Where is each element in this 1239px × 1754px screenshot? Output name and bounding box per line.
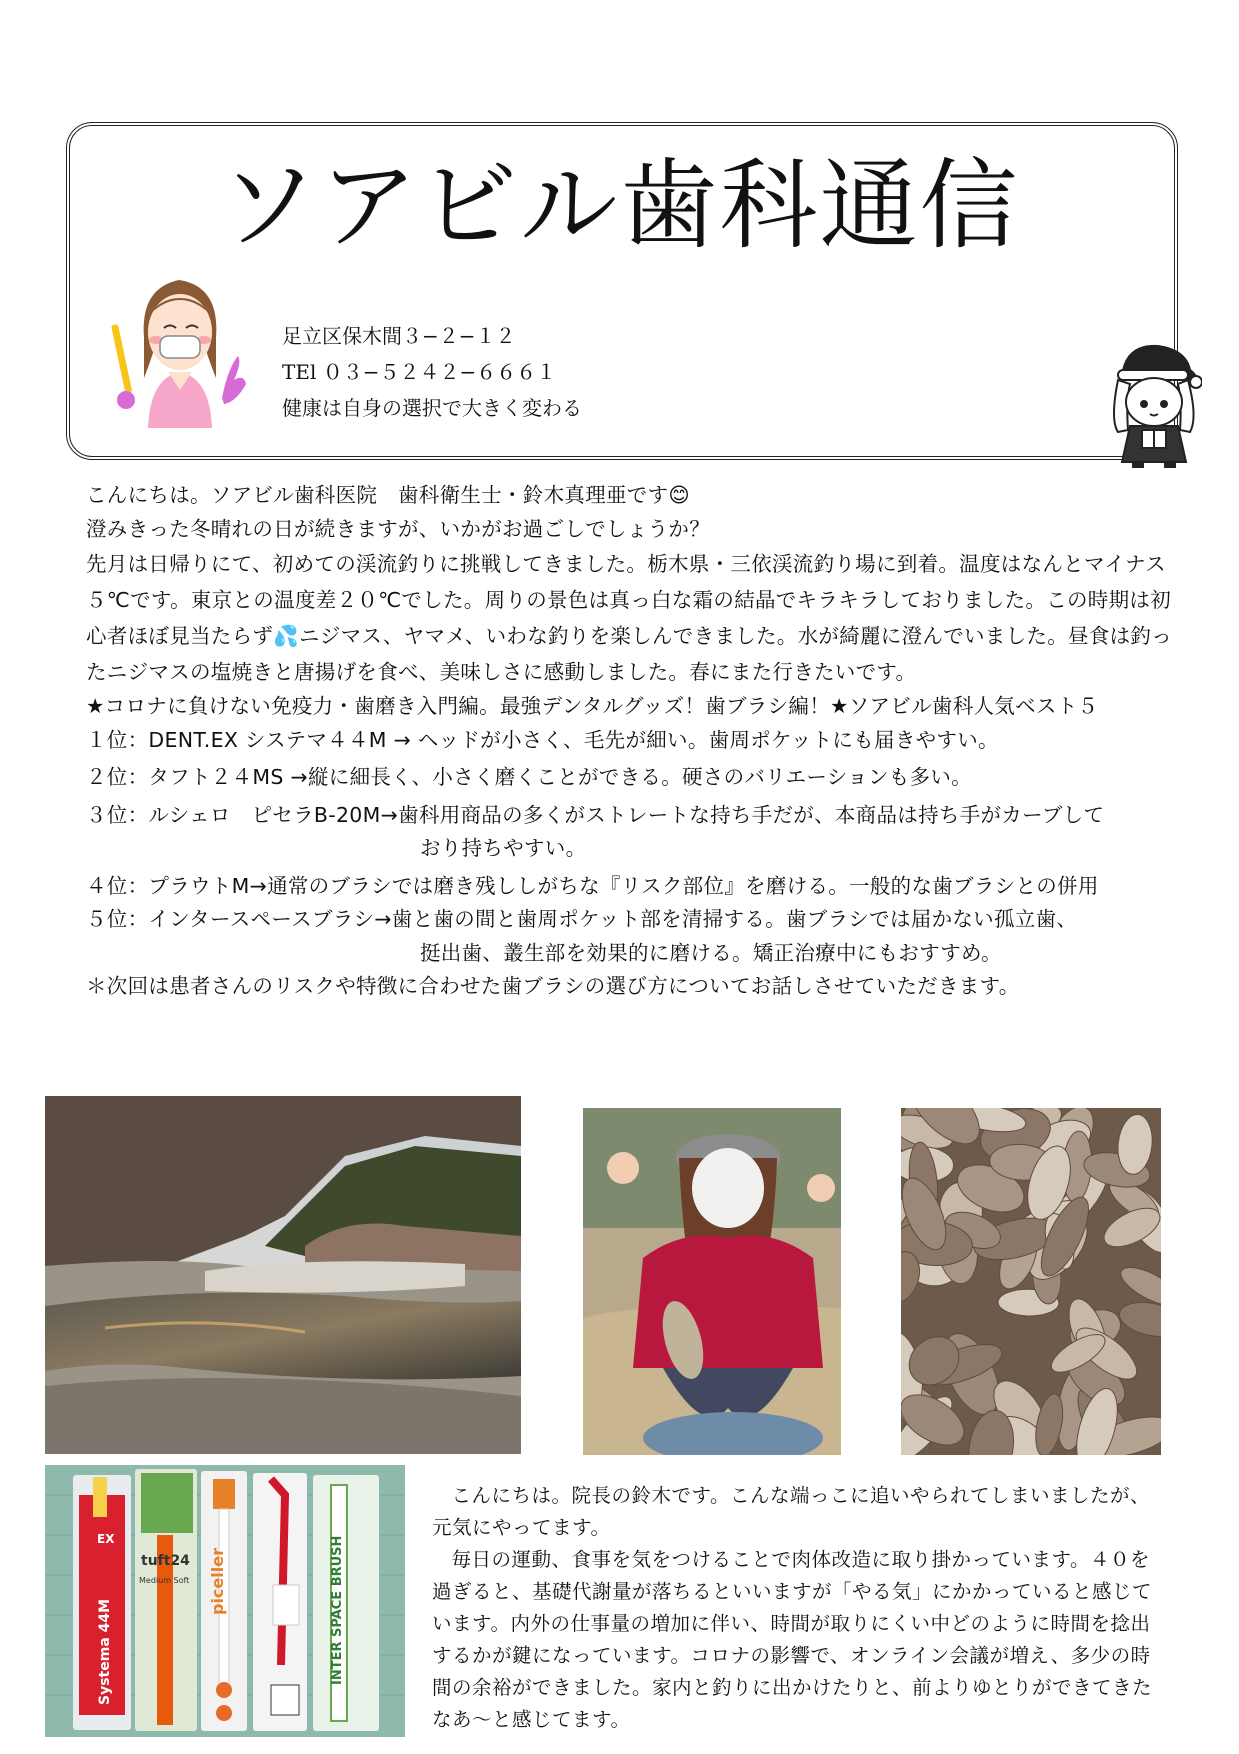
rank-label: ５位： <box>86 907 149 931</box>
paragraph: 澄みきった冬晴れの日が続きますが、いかがお過ごしでしょうか？ <box>86 516 710 541</box>
brush-label: piceller <box>208 1548 227 1615</box>
closing-note: ＊次回は患者さんのリスクや特徴に合わせた歯ブラシの選び方についてお話しさせていただきます。 <box>86 974 1020 998</box>
rank-label: ２位： <box>86 765 149 789</box>
rank-item <box>86 903 1186 937</box>
hygienist-illustration <box>104 268 254 438</box>
rank-item <box>86 799 1186 833</box>
rank-text: タフト２４MS →縦に細長く、小さく磨くことができる。硬さのバリエーションも多い。 <box>148 765 972 789</box>
director-paragraph: こんにちは。院長の鈴木です。こんな端っこに追いやられてしまいましたが、元気にやってます。 <box>432 1484 1150 1539</box>
fallen-leaves-photo <box>901 1108 1161 1455</box>
clinic-info <box>282 318 582 426</box>
river-photo <box>45 1096 521 1454</box>
director-message <box>432 1480 1167 1736</box>
brush-label: tuft24 <box>141 1553 190 1569</box>
rank-label: １位： <box>86 727 149 752</box>
toothbrushes-photo <box>45 1465 405 1737</box>
page-title: ソアビル歯科通信 <box>219 149 1020 263</box>
brush-label: EX <box>97 1532 115 1546</box>
clinic-address: 足立区保木間３−２−１２ <box>282 324 516 348</box>
rank-text: 挺出歯、叢生部を効果的に磨ける。矯正治療中にもおすすめ。 <box>420 940 1002 965</box>
rank-label: ４位： <box>86 873 149 898</box>
clinic-motto: 健康は自身の選択で大きく変わる <box>282 396 582 420</box>
rank-item <box>86 724 1186 758</box>
fishing-person-photo <box>583 1108 841 1455</box>
newsletter-body <box>86 479 1186 1004</box>
greeting: こんにちは。ソアビル歯科医院 歯科衛生士・鈴木真理亜です😊 <box>86 483 691 507</box>
rank-text: ルシェロ ピセラB-20M→歯科用商品の多くがストレートな持ち手だが、本商品は持ち手がカーブして <box>148 802 1105 827</box>
rank-item <box>86 870 1186 904</box>
paragraph: 先月は日帰りにて、初めての渓流釣りに挑戦してきました。栃木県・三依渓流釣り場に到着。温度はなんとマイナス５℃です。東京との温度差２０℃でした。周りの景色は真っ白な霜の結晶でキラキラしておりました。この時期は初心者ほぼ見当たらず💦ニジマス、ヤマメ、いわな釣りを楽しんできました。水が綺麗に澄んでいました。昼食は釣ったニジマスの塩焼きと唐揚げを食べ、美味しさに感動しました。春にまた行きたいです。 <box>86 552 1173 684</box>
rank-item <box>86 761 1186 795</box>
santa-girl-illustration <box>1106 340 1202 470</box>
rank-item-continued <box>86 832 1186 866</box>
rank-item-continued <box>86 937 1186 971</box>
rank-text: おり持ちやすい。 <box>420 836 587 860</box>
clinic-phone: TEl ０３−５２４２−６６６１ <box>282 360 557 384</box>
rank-text: インタースペースブラシ→歯と歯の間と歯周ポケット部を清掃する。歯ブラシでは届かない孤立歯、 <box>148 907 1078 931</box>
ranking-heading: ★コロナに負けない免疫力・歯磨き入門編。最強デンタルグッズ！歯ブラシ編！★ソアビル歯科人気ベスト５ <box>86 694 1099 718</box>
brush-label: Systema 44M <box>97 1598 113 1705</box>
rank-text: プラウトM→通常のブラシでは磨き残ししがちな『リスク部位』を磨ける。一般的な歯ブラシとの併用 <box>148 873 1099 898</box>
brush-label: INTER SPACE BRUSH <box>330 1535 345 1685</box>
rank-label: ３位： <box>86 802 149 827</box>
brush-label: Medium Soft <box>139 1576 190 1585</box>
rank-text: DENT.EX システマ４４M → ヘッドが小さく、毛先が細い。歯周ポケットにも届きやすい。 <box>148 727 999 752</box>
director-paragraph: 毎日の運動、食事を気をつけることで肉体改造に取り掛かっています。４０を過ぎると、基礎代謝量が落ちるといいますが「やる気」にかかっていると感じています。内外の仕事量の増加に伴い、時間が取りにくい中どのように時間を捻出するかが鍵になっています。コロナの影響で、オンライン会議が増え、多少の時間の余裕ができました。家内と釣りに出かけたりと、前よりゆとりができてきたなあ〜と感じてます。 <box>432 1548 1153 1731</box>
